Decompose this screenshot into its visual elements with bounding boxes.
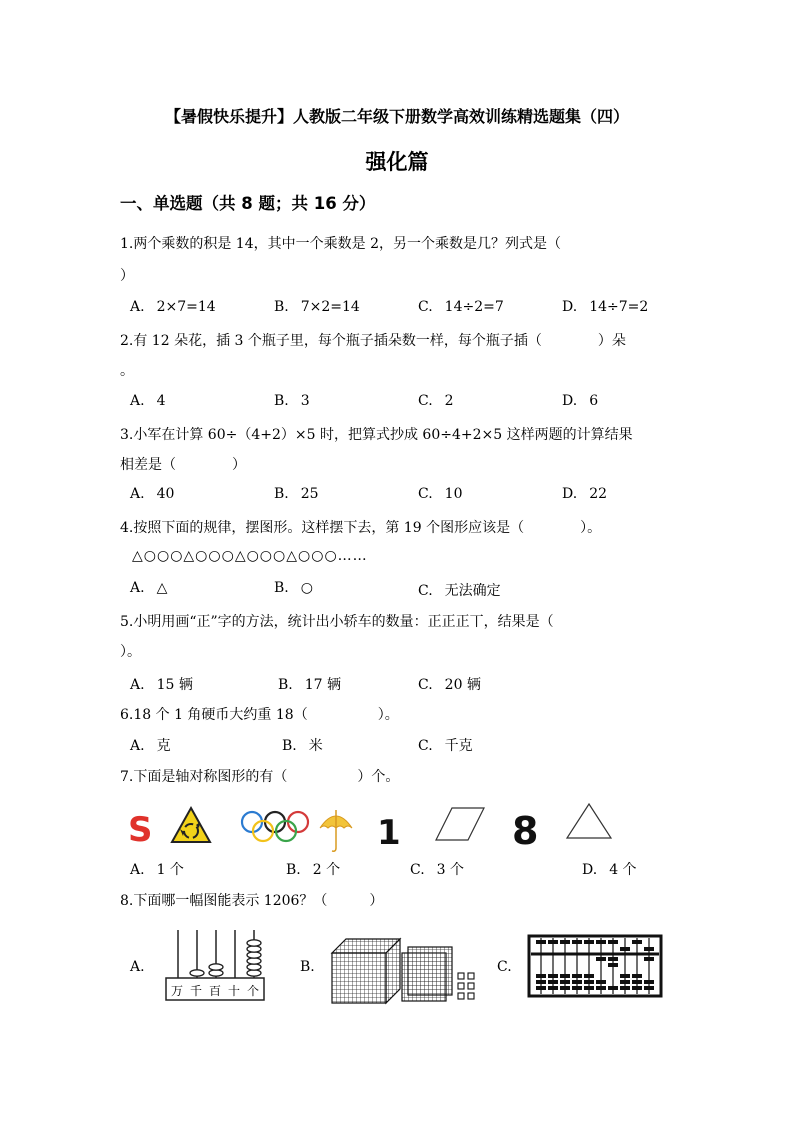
question-6-option-c[interactable]: C. 千克 — [418, 738, 473, 754]
question-4-stem: 4.按照下面的规律，摆图形。这样摆下去，第 19 个图形应该是（ ）。 — [120, 520, 602, 536]
question-7-option-d[interactable]: D. 4 个 — [582, 862, 637, 878]
place-label-qian: 千 — [190, 984, 203, 998]
parallelogram-figure — [436, 808, 484, 840]
question-3-option-b[interactable]: B. 25 — [274, 486, 319, 502]
question-3-option-a[interactable]: A. 40 — [130, 486, 175, 502]
question-1-stem-cont: ） — [120, 268, 134, 284]
question-3-stem-cont: 相差是（ ） — [120, 457, 246, 473]
letter-s-figure: S — [128, 810, 153, 850]
question-5-option-b[interactable]: B. 17 辆 — [278, 677, 342, 693]
digit-one-figure: 1 — [377, 813, 401, 853]
digit-eight-figure: 8 — [512, 809, 539, 853]
triangle-figure — [567, 804, 611, 838]
question-7-stem: 7.下面是轴对称图形的有（ ）个。 — [120, 769, 400, 785]
question-5-option-a[interactable]: A. 15 辆 — [130, 677, 193, 693]
question-6-option-a[interactable]: A. 克 — [130, 738, 171, 754]
question-3-stem: 3.小军在计算 60÷（4+2）×5 时，把算式抄成 60÷4+2×5 这样两题的计算结果 — [120, 427, 633, 443]
question-7-figures — [120, 798, 620, 858]
umbrella-figure — [320, 810, 352, 851]
question-1-option-b[interactable]: B. 7×2=14 — [274, 299, 360, 315]
question-4-option-c[interactable]: C. 无法确定 — [418, 583, 501, 599]
question-4-option-a[interactable]: A. △ — [130, 580, 168, 596]
hundred-flats — [402, 947, 452, 1001]
recycle-sign-figure — [172, 808, 210, 842]
question-5-option-c[interactable]: C. 20 辆 — [418, 677, 481, 693]
question-2-option-a[interactable]: A. 4 — [130, 393, 166, 409]
question-2-option-b[interactable]: B. 3 — [274, 393, 310, 409]
question-5-stem: 5.小明用画“正”字的方法，统计出小轿车的数量：正正正丅，结果是（ — [120, 614, 554, 630]
question-8-option-c[interactable]: C. — [497, 959, 512, 975]
question-1-option-d[interactable]: D. 14÷7=2 — [562, 299, 649, 315]
place-label-shi: 十 — [228, 984, 241, 998]
question-2-stem-cont: 。 — [120, 363, 134, 379]
question-1-option-a[interactable]: A. 2×7=14 — [130, 299, 216, 315]
question-7-option-a[interactable]: A. 1 个 — [130, 862, 184, 878]
counting-frame-figure — [158, 926, 270, 1006]
question-7-option-b[interactable]: B. 2 个 — [286, 862, 341, 878]
worksheet-subtitle: 强化篇 — [365, 150, 429, 174]
question-4-option-b[interactable]: B. ○ — [274, 580, 313, 596]
question-6-stem: 6.18 个 1 角硬币大约重 18（ ）。 — [120, 707, 399, 723]
thousand-cube — [332, 939, 400, 1003]
question-1-stem: 1.两个乘数的积是 14，其中一个乘数是 2，另一个乘数是几？列式是（ — [120, 236, 561, 252]
place-label-wan: 万 — [171, 984, 184, 998]
worksheet-title: 【暑假快乐提升】人教版二年级下册数学高效训练精选题集（四） — [164, 107, 629, 126]
question-1-option-c[interactable]: C. 14÷2=7 — [418, 299, 504, 315]
question-8-option-a[interactable]: A. — [130, 959, 145, 975]
question-2-option-c[interactable]: C. 2 — [418, 393, 454, 409]
base-ten-blocks-figure — [328, 933, 488, 1005]
question-8-stem: 8.下面哪一幅图能表示 1206？（ ） — [120, 893, 384, 909]
question-3-option-d[interactable]: D. 22 — [562, 486, 608, 502]
question-2-option-d[interactable]: D. 6 — [562, 393, 599, 409]
question-7-option-c[interactable]: C. 3 个 — [410, 862, 465, 878]
question-6-option-b[interactable]: B. 米 — [282, 738, 323, 754]
question-2-stem: 2.有 12 朵花，插 3 个瓶子里，每个瓶子插朵数一样，每个瓶子插（ ）朵 — [120, 333, 626, 349]
place-label-bai: 百 — [209, 984, 222, 998]
question-3-option-c[interactable]: C. 10 — [418, 486, 463, 502]
section-heading: 一、单选题（共 8 题；共 16 分） — [120, 194, 376, 213]
unit-cubes — [458, 973, 474, 999]
abacus-figure — [527, 934, 663, 998]
olympic-rings-figure — [242, 812, 308, 841]
question-5-stem-cont: ）。 — [120, 644, 141, 660]
question-8-option-b[interactable]: B. — [300, 959, 315, 975]
question-4-pattern: △○○○△○○○△○○○△○○○…… — [132, 548, 368, 564]
place-label-ge: 个 — [247, 984, 260, 998]
